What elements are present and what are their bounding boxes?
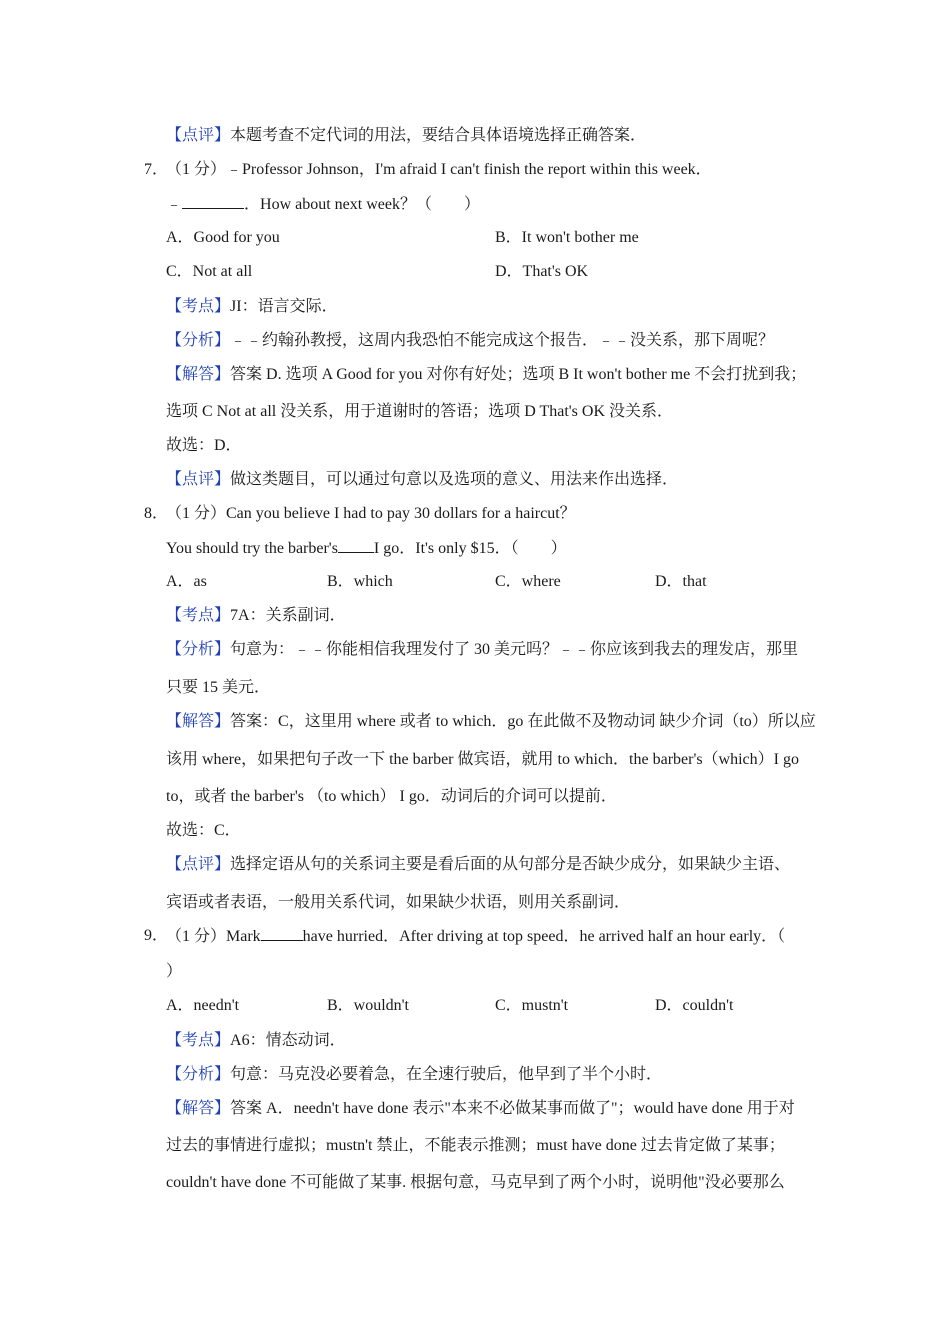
- q9-option-c: C．mustn't: [495, 997, 569, 1014]
- q7-jieda-line2: 选项 C Not at all 没关系，用于道谢时的答语；选项 D That's OK 没关系．: [166, 403, 674, 420]
- q7-option-b: B．It won't bother me: [495, 229, 639, 246]
- q8-fenxi-1: 句意为：﹣﹣你能相信我理发付了 30 美元吗？﹣﹣你应该到我去的理发店，那里: [230, 641, 799, 658]
- q7-kaodian-line: [166, 297, 338, 317]
- q9-kaodian: A6：情态动词．: [230, 1032, 346, 1049]
- q8-fenxi-line2: 只要 15 美元．: [166, 679, 271, 696]
- kaodian-tag: 【考点】: [166, 607, 231, 624]
- jieda-tag: 【解答】: [166, 713, 231, 730]
- q6-comment: 本题考查不定代词的用法，要结合具体语境选择正确答案．: [230, 127, 647, 144]
- q8-option-b: B．which: [327, 573, 393, 590]
- q9-stem-suffix: have hurried．After driving at top speed．he arrived half an hour early．（: [302, 928, 786, 945]
- q8-jieda-line3: to，或者 the barber's （to which） I go．动词后的介词可以提前．: [166, 788, 617, 805]
- q9-jieda-line3: couldn't have done 不可能做了某事. 根据句意，马克早到了两个小时，说明他"没必要那么: [166, 1174, 785, 1191]
- q7-kaodian: JI：语言交际．: [230, 298, 338, 315]
- q9-stem-line1: [166, 926, 785, 947]
- q8-kaodian-line: [166, 606, 346, 626]
- kaodian-tag: 【考点】: [166, 1032, 231, 1049]
- q7-dianping-line: [166, 470, 678, 490]
- q9-fenxi: 句意：马克没必要着急，在全速行驶后，他早到了半个小时．: [230, 1066, 663, 1083]
- q9-option-d: D．couldn't: [655, 997, 734, 1014]
- q9-stem-prefix: （1 分）Mark: [166, 928, 261, 945]
- q7-fenxi: ﹣﹣约翰孙教授，这周内我恐怕不能完成这个报告．﹣﹣没关系，那下周呢？: [230, 332, 775, 349]
- q7-stem-line1: （1 分）﹣Professor Johnson，I'm afraid I can't finish the report within this week．: [166, 161, 712, 178]
- fenxi-tag: 【分析】: [166, 332, 231, 349]
- q9-option-a: A．needn't: [166, 997, 240, 1014]
- q7-option-c: C．Not at all: [166, 263, 253, 280]
- jieda-tag: 【解答】: [166, 1100, 231, 1117]
- q8-number: 8．: [144, 505, 169, 522]
- q9-jieda-line2: 过去的事情进行虚拟；mustn't 禁止，不能表示推测；must have done 过去肯定做了某事；: [166, 1137, 785, 1154]
- comment-tag: 【点评】: [166, 856, 231, 873]
- q9-kaodian-line: [166, 1031, 346, 1051]
- q7-jieda-line1: [166, 365, 806, 385]
- q8-option-d: D．that: [655, 573, 707, 590]
- q7-stem-prefix: ﹣: [166, 196, 183, 213]
- q9-stem-line2: ）: [166, 963, 183, 980]
- q8-answer-blank: [338, 538, 374, 553]
- q8-stem-suffix: I go．It's only $15．（ ）: [373, 540, 567, 557]
- q8-jieda-line1: [166, 712, 816, 732]
- q8-stem-line2: [166, 538, 567, 559]
- q8-dianping-line1: [166, 855, 790, 875]
- q9-fenxi-line: [166, 1065, 662, 1085]
- q7-option-d: D．That's OK: [495, 263, 589, 280]
- q9-number: 9．: [144, 927, 169, 944]
- jieda-tag: 【解答】: [166, 366, 231, 383]
- q7-dianping: 做这类题目，可以通过句意以及选项的意义、用法来作出选择．: [230, 471, 679, 488]
- q8-stem-prefix: You should try the barber's: [166, 540, 338, 557]
- q8-jieda-1: 答案：C，这里用 where 或者 to which．go 在此做不及物动词 缺少介词（to）所以应: [230, 713, 816, 730]
- q8-guxuan: 故选：C．: [166, 822, 241, 839]
- q6-comment-line: [166, 126, 646, 146]
- fenxi-tag: 【分析】: [166, 1066, 231, 1083]
- fenxi-tag: 【分析】: [166, 641, 231, 658]
- kaodian-tag: 【考点】: [166, 298, 231, 315]
- q8-dianping-line2: 宾语或者表语，一般用关系代词，如果缺少状语，则用关系副词．: [166, 894, 631, 911]
- q7-stem-line2: [166, 194, 480, 215]
- q8-fenxi-line1: [166, 640, 798, 660]
- q9-answer-blank: [261, 926, 303, 941]
- comment-tag: 【点评】: [166, 127, 231, 144]
- q9-option-b: B．wouldn't: [327, 997, 410, 1014]
- q9-jieda-line1: [166, 1099, 795, 1119]
- q8-jieda-line2: 该用 where，如果把句子改一下 the barber 做宾语，就用 to which．the barber's（which）I go: [166, 751, 799, 768]
- q7-jieda-1: 答案 D. 选项 A Good for you 对你有好处；选项 B It won't bother me 不会打扰到我；: [230, 366, 807, 383]
- q7-guxuan: 故选：D．: [166, 437, 242, 454]
- comment-tag: 【点评】: [166, 471, 231, 488]
- q8-option-c: C．where: [495, 573, 561, 590]
- q7-answer-blank: [182, 194, 244, 209]
- q9-jieda-1: 答案 A．needn't have done 表示"本来不必做某事而做了"；would have done 用于对: [230, 1100, 795, 1117]
- q8-option-a: A．as: [166, 573, 207, 590]
- q7-stem-suffix: ．How about next week？（ ）: [244, 196, 480, 213]
- q8-kaodian: 7A：关系副词．: [230, 607, 346, 624]
- q7-number: 7．: [144, 161, 169, 178]
- q8-dianping-1: 选择定语从句的关系词主要是看后面的从句部分是否缺少成分，如果缺少主语、: [230, 856, 791, 873]
- q7-option-a: A．Good for you: [166, 229, 280, 246]
- q8-stem-line1: （1 分）Can you believe I had to pay 30 dollars for a haircut？: [166, 505, 576, 522]
- q7-fenxi-line: [166, 331, 774, 351]
